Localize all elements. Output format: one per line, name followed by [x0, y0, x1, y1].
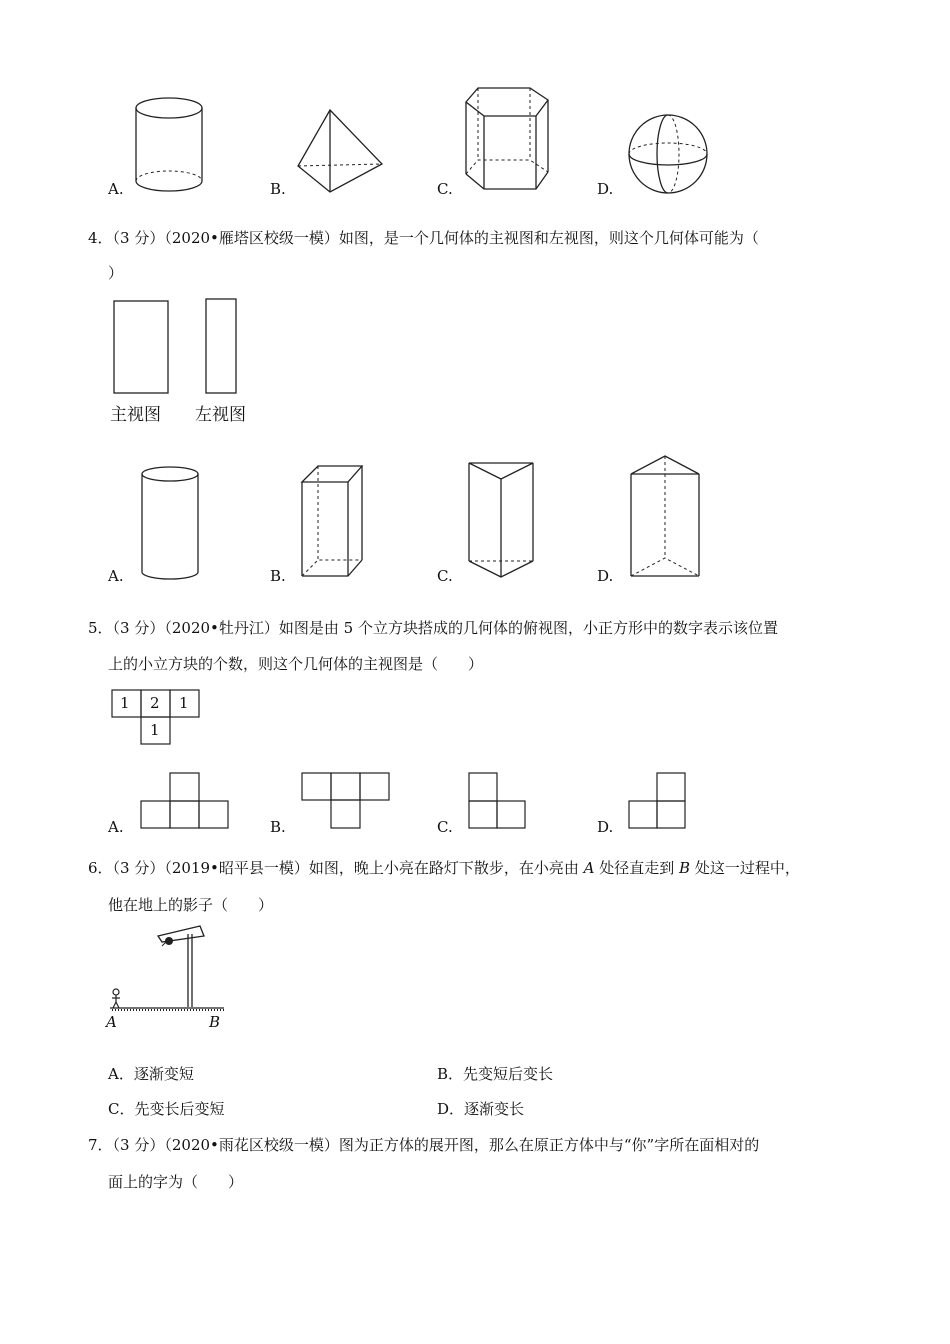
q5-grid-cell-top-middle: 2 [150, 694, 160, 712]
q4-option-a-cylinder-figure [140, 466, 200, 582]
q5-option-d-label[interactable]: D. [597, 818, 614, 836]
q4-option-b-label[interactable]: B. [270, 567, 286, 585]
q4-option-d-triangular-prism-figure [629, 454, 701, 580]
q3-option-d-sphere-figure [628, 114, 710, 196]
q4-option-b-rectangular-prism-figure [300, 464, 366, 580]
q3-option-c-label[interactable]: C. [437, 180, 453, 198]
q5-option-c-front-view-figure [468, 772, 530, 830]
q4-stem-line1: 4．（3 分）（2020•雁塔区校级一模）如图，是一个几何体的主视图和左视图，则这个几何体可能为（ [88, 229, 759, 247]
q4-option-c-label[interactable]: C. [437, 567, 453, 585]
q5-option-c-label[interactable]: C. [437, 818, 453, 836]
q4-front-view-figure [113, 300, 169, 394]
q5-stem-line2: 上的小立方块的个数，则这个几何体的主视图是（ ） [108, 655, 484, 673]
q3-option-d-label[interactable]: D. [597, 180, 614, 198]
q5-grid-cell-top-left: 1 [120, 694, 130, 712]
q6-street-lamp-figure [108, 924, 228, 1016]
q4-option-c-triangular-prism-figure [467, 461, 535, 579]
q4-stem-line2: ） [108, 264, 124, 282]
q3-option-b-pyramid-figure [296, 108, 386, 194]
q4-left-view-figure [205, 298, 237, 394]
q6-choice-c[interactable]: C．先变长后变短 [108, 1100, 225, 1118]
q5-option-b-front-view-figure [301, 772, 393, 830]
q3-option-b-label[interactable]: B. [270, 180, 286, 198]
q7-stem-line2: 面上的字为（ ） [108, 1173, 244, 1191]
q6-stem-line2: 他在地上的影子（ ） [108, 896, 274, 914]
q6-point-a: A [583, 859, 595, 877]
q6-figure-label-b: B [209, 1013, 221, 1031]
q5-option-a-front-view-figure [140, 772, 232, 830]
q6-choice-d[interactable]: D．逐渐变长 [437, 1100, 525, 1118]
q6-point-b: B [679, 859, 691, 877]
q4-option-a-label[interactable]: A. [108, 567, 124, 585]
q5-option-a-label[interactable]: A. [108, 818, 124, 836]
q3-option-c-hexagonal-prism-figure [464, 86, 550, 192]
q5-grid-cell-bottom-middle: 1 [150, 721, 160, 739]
q5-option-b-label[interactable]: B. [270, 818, 286, 836]
q5-grid-cell-top-right: 1 [179, 694, 189, 712]
q4-front-view-caption: 主视图 [110, 405, 161, 425]
q6-stem-part3: 处这一过程中， [690, 859, 800, 877]
q6-choice-b[interactable]: B．先变短后变长 [437, 1065, 554, 1083]
q4-left-view-caption: 左视图 [195, 405, 246, 425]
q3-option-a-cylinder-figure [134, 96, 206, 196]
q6-figure-label-a: A [106, 1013, 117, 1031]
q4-option-d-label[interactable]: D. [597, 567, 614, 585]
q3-option-a-label[interactable]: A. [108, 180, 124, 198]
q5-stem-line1: 5．（3 分）（2020•牡丹江）如图是由 5 个立方块搭成的几何体的俯视图，小正方形中的数字表示该位置 [88, 619, 778, 637]
q6-choice-a[interactable]: A．逐渐变短 [108, 1065, 194, 1083]
q5-option-d-front-view-figure [628, 772, 690, 830]
q6-stem-part1: 6．（3 分）（2019•昭平县一模）如图，晚上小亮在路灯下散步，在小亮由 [88, 859, 584, 877]
q7-stem-line1: 7．（3 分）（2020•雨花区校级一模）图为正方体的展开图，那么在原正方体中与“你”字所在面相对的 [88, 1136, 760, 1154]
q6-stem-part2: 处径直走到 [594, 859, 680, 877]
q6-stem-line1 [88, 858, 800, 878]
